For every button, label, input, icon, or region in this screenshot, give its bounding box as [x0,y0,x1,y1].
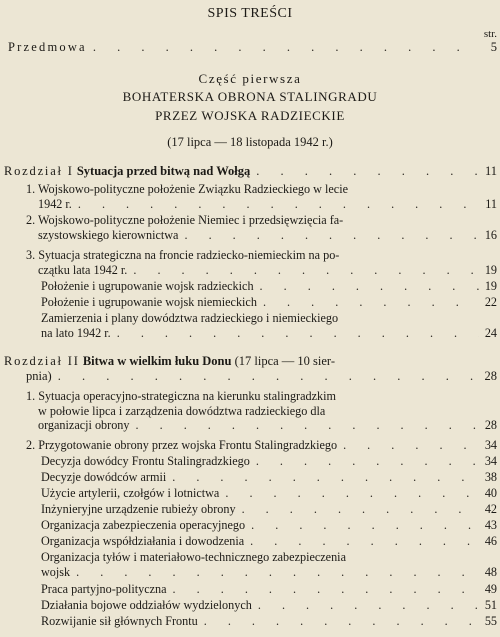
entry-page: 51 [484,598,497,612]
entry-line: 1942 r. [38,196,72,211]
leader-dots [254,279,479,294]
chapter-2-dates-cont: pnia) [26,369,52,383]
leader-dots [52,369,479,384]
entry-line: 2. Wojskowo-polityczne położenie Niemiec i przedsięwzięcia fa- [26,213,344,227]
leader-dots [167,582,479,597]
toc-entry [41,454,497,469]
toc-entry [41,311,497,340]
preface-label: Przedmowa [8,40,87,54]
entry-line: wojsk [41,564,71,579]
toc-entry [26,248,497,277]
entry-line: organizacji obrony [38,418,130,433]
leader-dots [178,228,479,243]
entry-line: 1. Sytuacja operacyjno-strategiczna na kierunku stalingradzkim [26,389,336,403]
entry-page: 55 [484,614,497,628]
toc-entry [41,486,497,501]
leader-dots [257,295,479,310]
toc-entry [26,438,497,453]
entry-line: Praca partyjno-polityczna [41,582,167,596]
preface-entry [8,40,497,55]
entry-page: 38 [484,470,497,484]
entry-page: 19 [484,262,497,277]
leader-dots [70,565,479,580]
toc-entry [41,614,497,629]
toc-entry [26,213,497,242]
toc-entry [41,598,497,613]
page-column-label: str. [483,28,497,40]
chapter-2-page: 28 [484,369,497,383]
toc-entry [41,502,497,517]
entry-page: 49 [484,582,497,596]
toc-entry [26,182,497,211]
entry-line: Organizacja współdziałania i dowodzenia [41,534,245,548]
leader-dots [236,502,479,517]
toc-entry [41,279,497,294]
leader-dots [250,454,479,469]
chapter-1-heading [4,164,497,179]
entry-line: 3. Sytuacja strategiczna na froncie radziecko-niemieckim na po- [26,248,340,262]
entry-page: 43 [484,518,497,532]
part-dates: (17 lipca — 18 listopada 1942 r.) [167,135,333,149]
entry-line: Działania bojowe oddziałów wydzielonych [41,598,252,612]
leader-dots [130,418,480,433]
entry-line: Decyzje dowódców armii [41,470,167,484]
entry-line: Organizacja zabezpieczenia operacyjnego [41,518,246,532]
toc-entry [26,389,497,433]
leader-dots [87,40,479,55]
entry-page: 24 [484,325,497,340]
entry-line: 2. Przygotowanie obrony przez wojska Frontu Stalingradzkiego [26,438,338,452]
entry-page: 42 [484,502,497,516]
entry-line: Inżynieryjne urządzenie rubieży obrony [41,502,236,516]
entry-line: na lato 1942 r. [41,325,111,340]
entry-page: 19 [484,279,497,293]
entry-line: Decyzja dowódcy Frontu Stalingradzkiego [41,454,250,468]
chapter-2-heading [4,354,497,384]
leader-dots [72,197,479,212]
leader-dots [219,486,479,501]
toc-entry [41,534,497,549]
preface-page: 5 [490,40,497,54]
chapter-2-dates: (17 lipca — 10 sier- [234,354,336,368]
toc-entry [41,582,497,597]
entry-page: 48 [484,564,497,579]
leader-dots [250,164,479,179]
toc-entry [41,295,497,310]
entry-page: 40 [484,486,497,500]
chapter-2-title: Bitwa w wielkim łuku Donu [82,354,232,368]
leader-dots [111,326,479,341]
entry-page: 16 [484,227,497,242]
entry-line: 1. Wojskowo-polityczne położenie Związku Radzieckiego w lecie [26,182,348,196]
entry-page: 11 [485,196,497,211]
entry-line: czątku lata 1942 r. [38,262,128,277]
toc-entry [41,550,497,579]
entry-line: Położenie i ugrupowanie wojsk niemieckich [41,295,257,309]
leader-dots [127,263,479,278]
entry-line: Rozwijanie sił głównych Frontu [41,614,198,628]
leader-dots [337,438,479,453]
leader-dots [245,518,479,533]
entry-line: Użycie artylerii, czołgów i lotnictwa [41,486,220,500]
toc-entry [41,518,497,533]
leader-dots [166,470,479,485]
chapter-2-label: Rozdział II [4,354,80,368]
chapter-1-page: 11 [484,164,497,178]
part-title-line2: PRZEZ WOJSKA RADZIECKIE [155,108,345,123]
entry-line: Organizacja tyłów i materiałowo-technicznego zabezpieczenia [41,550,346,564]
part-label: Część pierwsza [198,71,302,86]
entry-line: Zamierzenia i plany dowództwa radzieckiego i niemieckiego [41,311,339,325]
entry-page: 28 [484,418,497,433]
leader-dots [198,614,479,629]
entry-page: 22 [484,295,497,309]
leader-dots [244,534,479,549]
entry-page: 34 [484,438,497,452]
leader-dots [252,598,479,613]
page-title: SPIS TREŚCI [207,6,293,21]
entry-line: szystowskiego kierownictwa [38,227,179,242]
entry-line: Położenie i ugrupowanie wojsk radzieckich [41,279,254,293]
part-title-line1: BOHATERSKA OBRONA STALINGRADU [122,89,378,104]
entry-line: w połowie lipca i zarządzenia dowództwa radzieckiego dla [38,403,326,418]
entry-page: 34 [484,454,497,468]
chapter-1-title: Sytuacja przed bitwą nad Wołgą [76,164,251,178]
entry-page: 46 [484,534,497,548]
chapter-1-label: Rozdział I [4,164,74,178]
toc-entry [41,470,497,485]
